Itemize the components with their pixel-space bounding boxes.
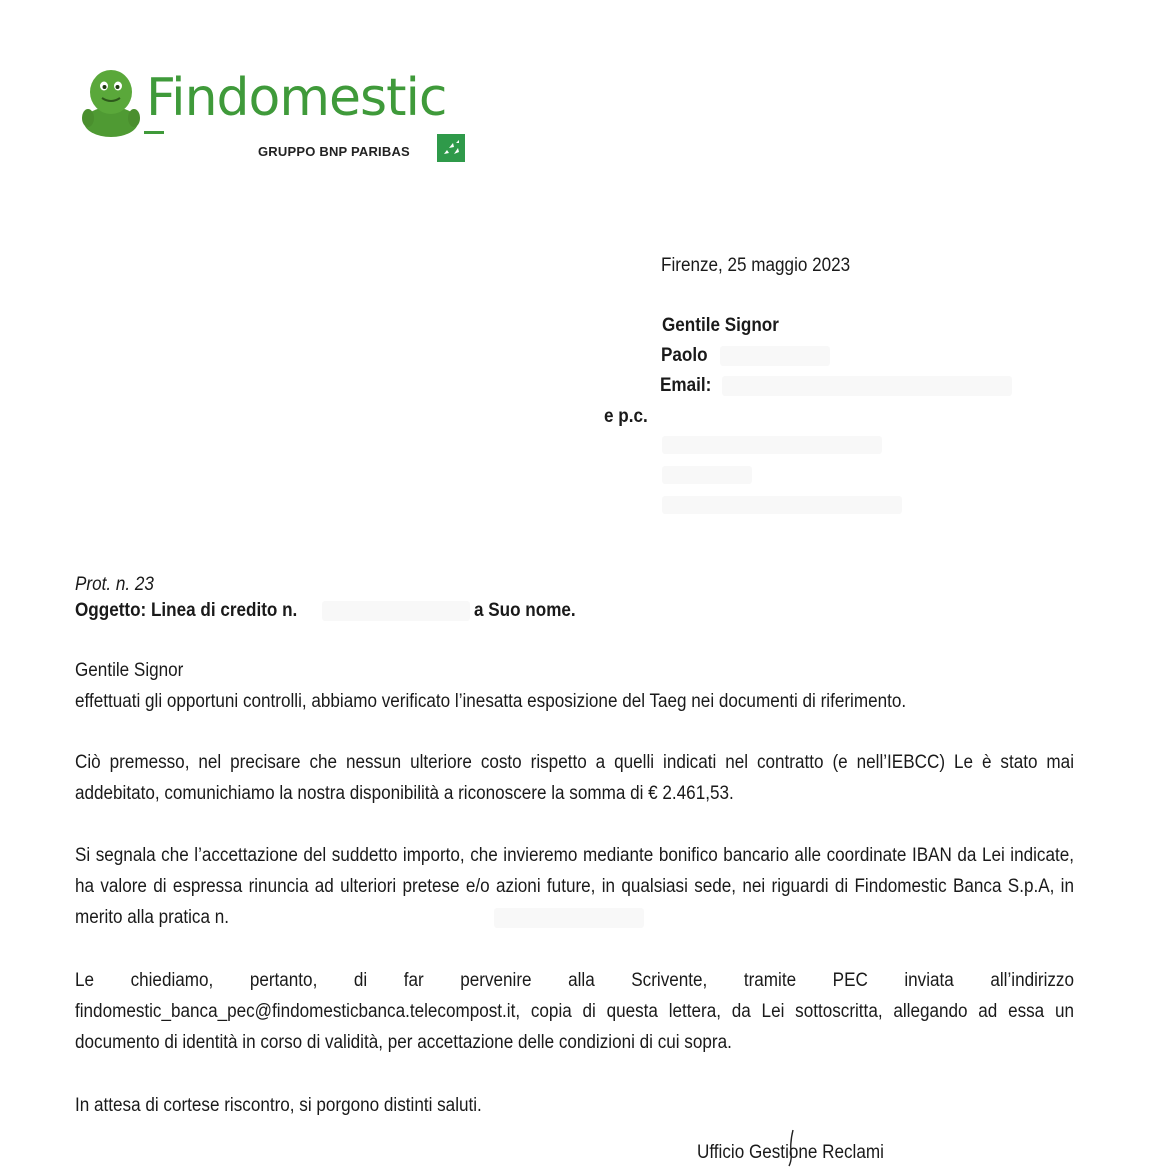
redacted-credit-line-number	[322, 601, 470, 621]
place-date: Firenze, 25 maggio 2023	[661, 255, 851, 276]
redacted-email	[722, 376, 1012, 396]
redacted-practice-number	[494, 908, 644, 928]
recipient-name: Paolo	[661, 345, 708, 366]
protocol-number: Prot. n. 23	[75, 574, 154, 595]
signature-mark	[784, 1128, 798, 1168]
paragraph-acceptance-terms: Si segnala che l’accettazione del suddetto importo, che invieremo mediante bonifico bancario alle coordinate IBAN da Lei indicate, ha valore di espressa rinuncia ad ulteriori pretese e/o azioni future, in qualsiasi sede, nei riguardi di Findomestic Banca S.p.A, in merito alla pratica n.	[75, 845, 1074, 928]
bnp-paribas-stars-icon	[437, 134, 465, 162]
closing-line: In attesa di cortese riscontro, si porgono distinti saluti.	[75, 1095, 482, 1116]
brand-underline	[144, 131, 164, 134]
redacted-cc-line-3	[662, 496, 902, 514]
redacted-cc-line-1	[662, 436, 882, 454]
paragraph-settlement-offer: Ciò premesso, nel precisare che nessun ulteriore costo rispetto a quelli indicati nel contratto (e nell’IEBCC) Le è stato mai addebitato, comunichiamo la nostra disponibilità a riconoscere la somma di € 2.461,53.	[75, 752, 1074, 804]
redacted-surname	[720, 346, 830, 366]
brand-wordmark: Findomestic	[146, 68, 447, 128]
subject-prefix: Oggetto: Linea di credito n.	[75, 600, 298, 621]
email-label: Email:	[660, 375, 712, 396]
body-line-1: effettuati gli opportuni controlli, abbiamo verificato l’inesatta esposizione del Taeg nei documenti di riferimento.	[75, 691, 907, 712]
redacted-cc-line-2	[662, 466, 752, 484]
green-mascot-icon	[80, 66, 142, 138]
signature-office: Ufficio Gestione Reclami	[697, 1142, 884, 1163]
group-name: GRUPPO BNP PARIBAS	[258, 144, 410, 159]
findomestic-logo	[80, 66, 480, 166]
body-salutation: Gentile Signor	[75, 660, 184, 681]
subject-suffix: a Suo nome.	[474, 600, 576, 621]
paragraph-pec-instructions: Le chiediamo, pertanto, di far pervenire alla Scrivente, tramite PEC inviata all’indirizzo findomestic_banca_pec@findomesticbanca.telecompost.it, copia di questa lettera, da Lei sottoscritta, allegando ad essa un documento di identità in corso di validità, per accettazione delle condizioni di cui sopra.	[75, 970, 1074, 1053]
cc-label: e p.c.	[604, 406, 648, 427]
greeting-title: Gentile Signor	[662, 315, 779, 336]
